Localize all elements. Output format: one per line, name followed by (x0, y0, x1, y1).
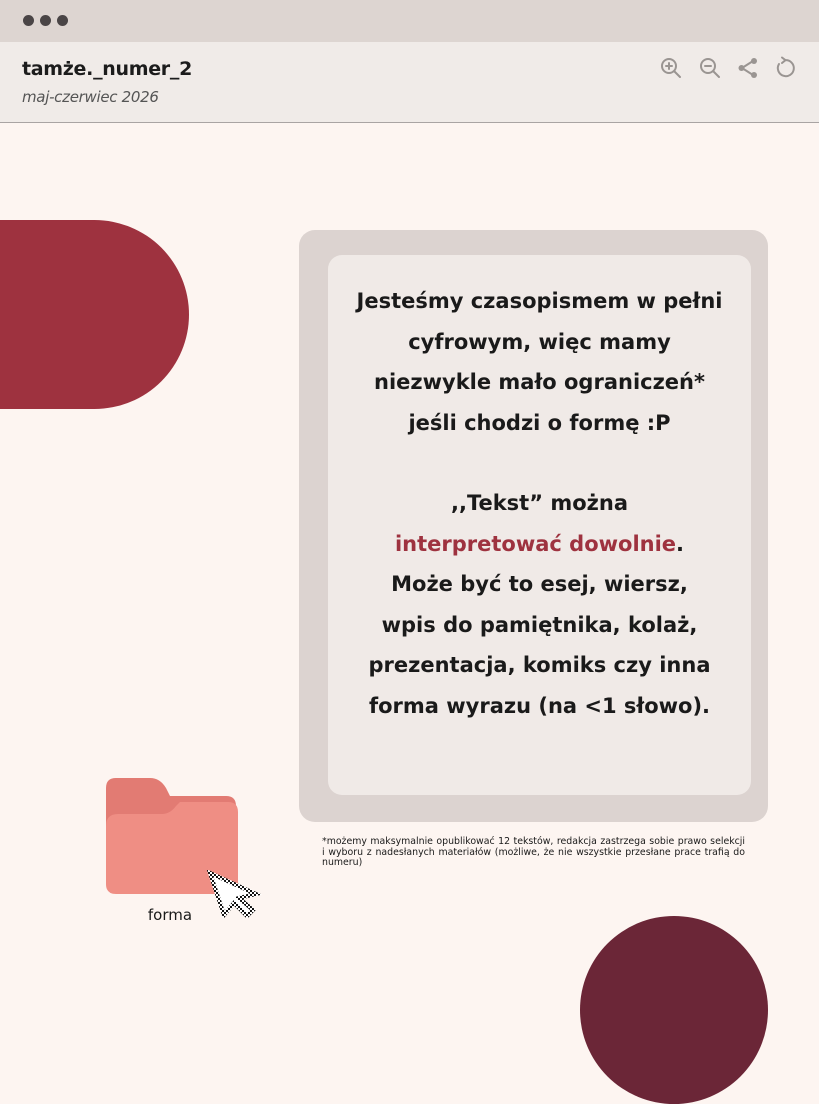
zoom-in-icon[interactable] (659, 56, 683, 80)
window-header (0, 42, 819, 123)
decorative-circle (580, 916, 768, 1104)
card-text-after: . Może być to esej, wiersz, wpis do pamiętnika, kolaż, prezentacja, komiks czy inna forma wyrazu (na <1 słowo). (368, 531, 711, 718)
refresh-icon[interactable] (774, 56, 798, 80)
card-text-before: ,,Tekst” można (450, 491, 628, 515)
card-highlight: interpretować dowolnie (394, 531, 677, 556)
window-dot[interactable] (40, 15, 51, 26)
card-paragraph-2 (328, 483, 751, 726)
card-paragraph-1: Jesteśmy czasopismem w pełni cyfrowym, więc mamy niezwykle mało ograniczeń* jeśli chodzi o formę :P (356, 289, 723, 435)
window-subtitle: maj-czerwiec 2026 (22, 88, 159, 106)
decorative-half-circle (0, 220, 189, 409)
window-title: tamże._numer_2 (22, 58, 192, 80)
info-card-inner (328, 255, 751, 795)
info-card (299, 230, 768, 822)
footnote: *możemy maksymalnie opublikować 12 tekstów, redakcja zastrzega sobie prawo selekcji i wyboru z nadesłanych materiałów (możliwe, że nie wszystkie przesłane prace trafią do numeru) (322, 836, 745, 868)
share-icon[interactable] (736, 56, 760, 80)
window-dot[interactable] (57, 15, 68, 26)
folder-label: forma (147, 906, 193, 924)
window-titlebar (0, 0, 819, 42)
zoom-out-icon[interactable] (698, 56, 722, 80)
window-dot[interactable] (23, 15, 34, 26)
card-text (328, 281, 751, 726)
